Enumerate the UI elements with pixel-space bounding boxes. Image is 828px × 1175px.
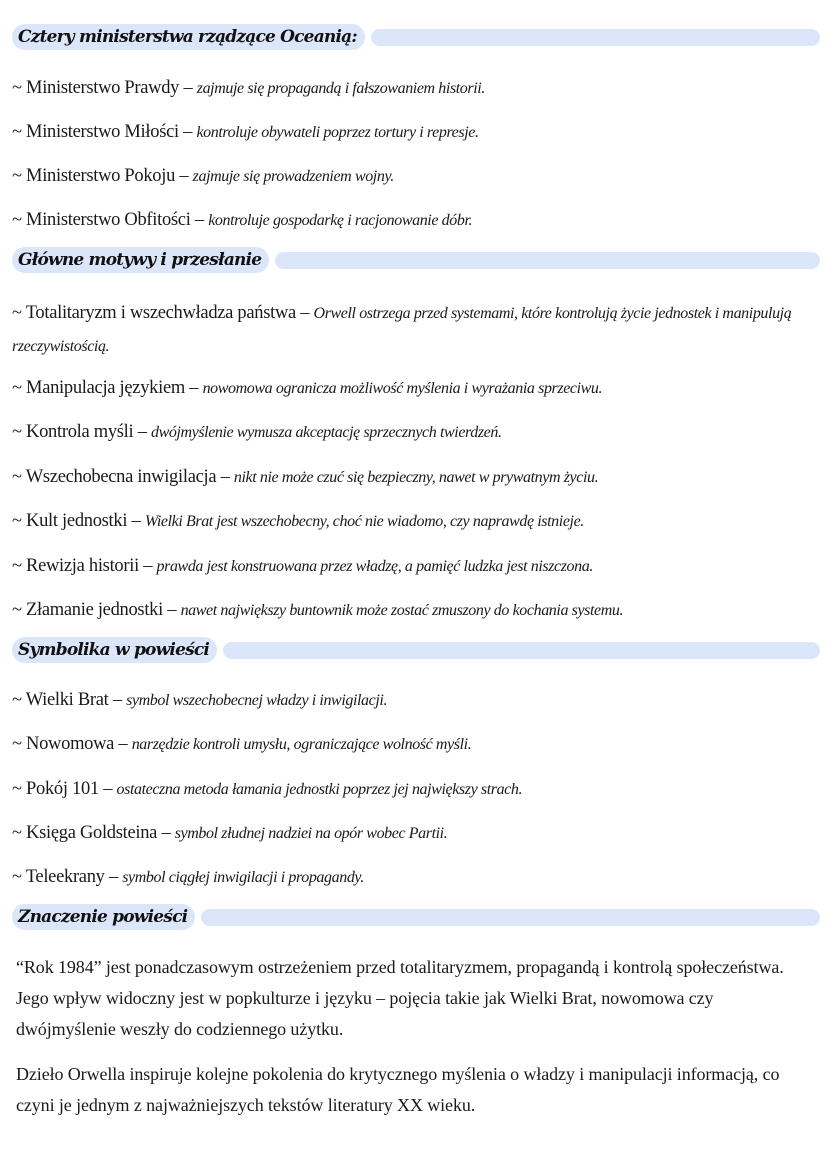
item-description: symbol wszechobecnej władzy i inwigilacji. (126, 692, 388, 709)
item-term: Ministerstwo Obfitości (26, 210, 191, 230)
item-description: Orwell ostrzega przed systemami, które kontrolują życie jednostek i manipulują rzeczywistością. (12, 305, 792, 355)
highlight-bar (201, 909, 820, 926)
item-term: Wielki Brat (25, 690, 109, 710)
list-item (12, 461, 808, 494)
list-item (12, 72, 808, 105)
list-item (12, 773, 808, 806)
item-term: Wszechobecna inwigilacja (25, 467, 217, 487)
tilde-bullet: ~ (12, 556, 22, 576)
highlight-bar (223, 642, 820, 659)
item-term: Pokój 101 (26, 779, 99, 799)
tilde-bullet: ~ (12, 600, 22, 620)
tilde-bullet: ~ (12, 867, 22, 887)
tilde-bullet: ~ (12, 734, 22, 754)
tilde-bullet: ~ (12, 78, 22, 98)
section-heading (12, 247, 820, 273)
item-term: Kontrola myśli (26, 422, 134, 442)
item-term: Rewizja historii (26, 556, 139, 576)
list-item (12, 204, 808, 237)
item-description: zajmuje się propagandą i fałszowaniem historii. (196, 80, 485, 97)
list-item (12, 728, 808, 761)
tilde-bullet: ~ (12, 122, 22, 142)
dash-separator: – (112, 690, 122, 710)
tilde-bullet: ~ (12, 422, 22, 442)
tilde-bullet: ~ (12, 303, 22, 323)
dash-separator: – (118, 734, 128, 754)
tilde-bullet: ~ (12, 467, 22, 487)
dash-separator: – (183, 122, 193, 142)
dash-separator: – (167, 600, 177, 620)
item-description: zajmuje się prowadzeniem wojny. (192, 168, 394, 185)
item-description: nikt nie może czuć się bezpieczny, nawet w prywatnym życiu. (233, 469, 599, 486)
list-item (12, 594, 808, 627)
dash-separator: – (300, 303, 310, 323)
tilde-bullet: ~ (12, 511, 22, 531)
list-item (12, 116, 808, 149)
item-term: Totalitaryzm i wszechwładza państwa (25, 303, 296, 323)
item-description: kontroluje gospodarkę i racjonowanie dóbr. (208, 212, 473, 229)
list-item (12, 861, 808, 894)
item-description: nowomowa ogranicza możliwość myślenia i wyrażania sprzeciwu. (202, 380, 603, 397)
tilde-bullet: ~ (12, 823, 22, 843)
dash-separator: – (183, 78, 193, 98)
list-item (12, 372, 808, 405)
list-item (12, 684, 808, 717)
list-item (12, 416, 808, 449)
section-title: Główne motywy i przesłanie (12, 247, 269, 273)
item-term: Księga Goldsteina (26, 823, 158, 843)
tilde-bullet: ~ (12, 378, 22, 398)
dash-separator: – (179, 166, 189, 186)
dash-separator: – (220, 467, 230, 487)
tilde-bullet: ~ (12, 690, 22, 710)
tilde-bullet: ~ (12, 166, 22, 186)
section-heading (12, 24, 820, 50)
tilde-bullet: ~ (12, 779, 22, 799)
item-description: narzędzie kontroli umysłu, ograniczające wolność myśli. (131, 736, 472, 753)
list-item (12, 297, 808, 363)
section-title: Cztery ministerstwa rządzące Oceanią: (12, 24, 365, 50)
section-title: Symbolika w powieści (12, 637, 217, 663)
dash-separator: – (131, 511, 141, 531)
section-heading (12, 904, 820, 930)
section-title: Znaczenie powieści (12, 904, 195, 930)
dash-separator: – (103, 779, 113, 799)
item-term: Złamanie jednostki (26, 600, 163, 620)
item-description: prawda jest konstruowana przez władzę, a pamięć ludzka jest niszczona. (156, 558, 593, 575)
dash-separator: – (189, 378, 199, 398)
dash-separator: – (137, 422, 147, 442)
item-term: Nowomowa (26, 734, 115, 754)
tilde-bullet: ~ (12, 210, 22, 230)
item-description: Wielki Brat jest wszechobecny, choć nie wiadomo, czy naprawdę istnieje. (144, 513, 584, 530)
section-heading (12, 637, 820, 663)
dash-separator: – (161, 823, 171, 843)
list-item (12, 160, 808, 193)
highlight-bar (275, 252, 820, 269)
item-description: dwójmyślenie wymusza akceptację sprzecznych twierdzeń. (150, 424, 502, 441)
item-term: Teleekrany (25, 867, 105, 887)
item-term: Kult jednostki (26, 511, 128, 531)
dash-separator: – (194, 210, 204, 230)
dash-separator: – (108, 867, 118, 887)
item-description: symbol złudnej nadziei na opór wobec Partii. (174, 825, 448, 842)
paragraph: “Rok 1984” jest ponadczasowym ostrzeżeniem przed totalitaryzmem, propagandą i kontrolą społeczeństwa. Jego wpływ widoczny jest w popkulturze i języku – pojęcia takie jak Wielki Brat, nowomowa czy dwójmyślenie weszły do codziennego użytku. (16, 957, 784, 1039)
item-description: ostateczna metoda łamania jednostki poprzez jej największy strach. (116, 781, 523, 798)
item-term: Manipulacja językiem (26, 378, 185, 398)
item-term: Ministerstwo Miłości (26, 122, 179, 142)
list-item (12, 550, 808, 583)
highlight-bar (371, 29, 820, 46)
item-term: Ministerstwo Prawdy (26, 78, 180, 98)
list-item (12, 505, 808, 538)
item-description: kontroluje obywateli poprzez tortury i represje. (196, 124, 479, 141)
item-description: nawet największy buntownik może zostać zmuszony do kochania systemu. (180, 602, 624, 619)
list-item (12, 817, 808, 850)
item-term: Ministerstwo Pokoju (26, 166, 176, 186)
item-description: symbol ciągłej inwigilacji i propagandy. (122, 869, 364, 886)
dash-separator: – (143, 556, 153, 576)
paragraph: Dzieło Orwella inspiruje kolejne pokolenia do krytycznego myślenia o władzy i manipulacji informacją, co czyni je jednym z najważniejszych tekstów literatury XX wieku. (16, 1064, 780, 1115)
